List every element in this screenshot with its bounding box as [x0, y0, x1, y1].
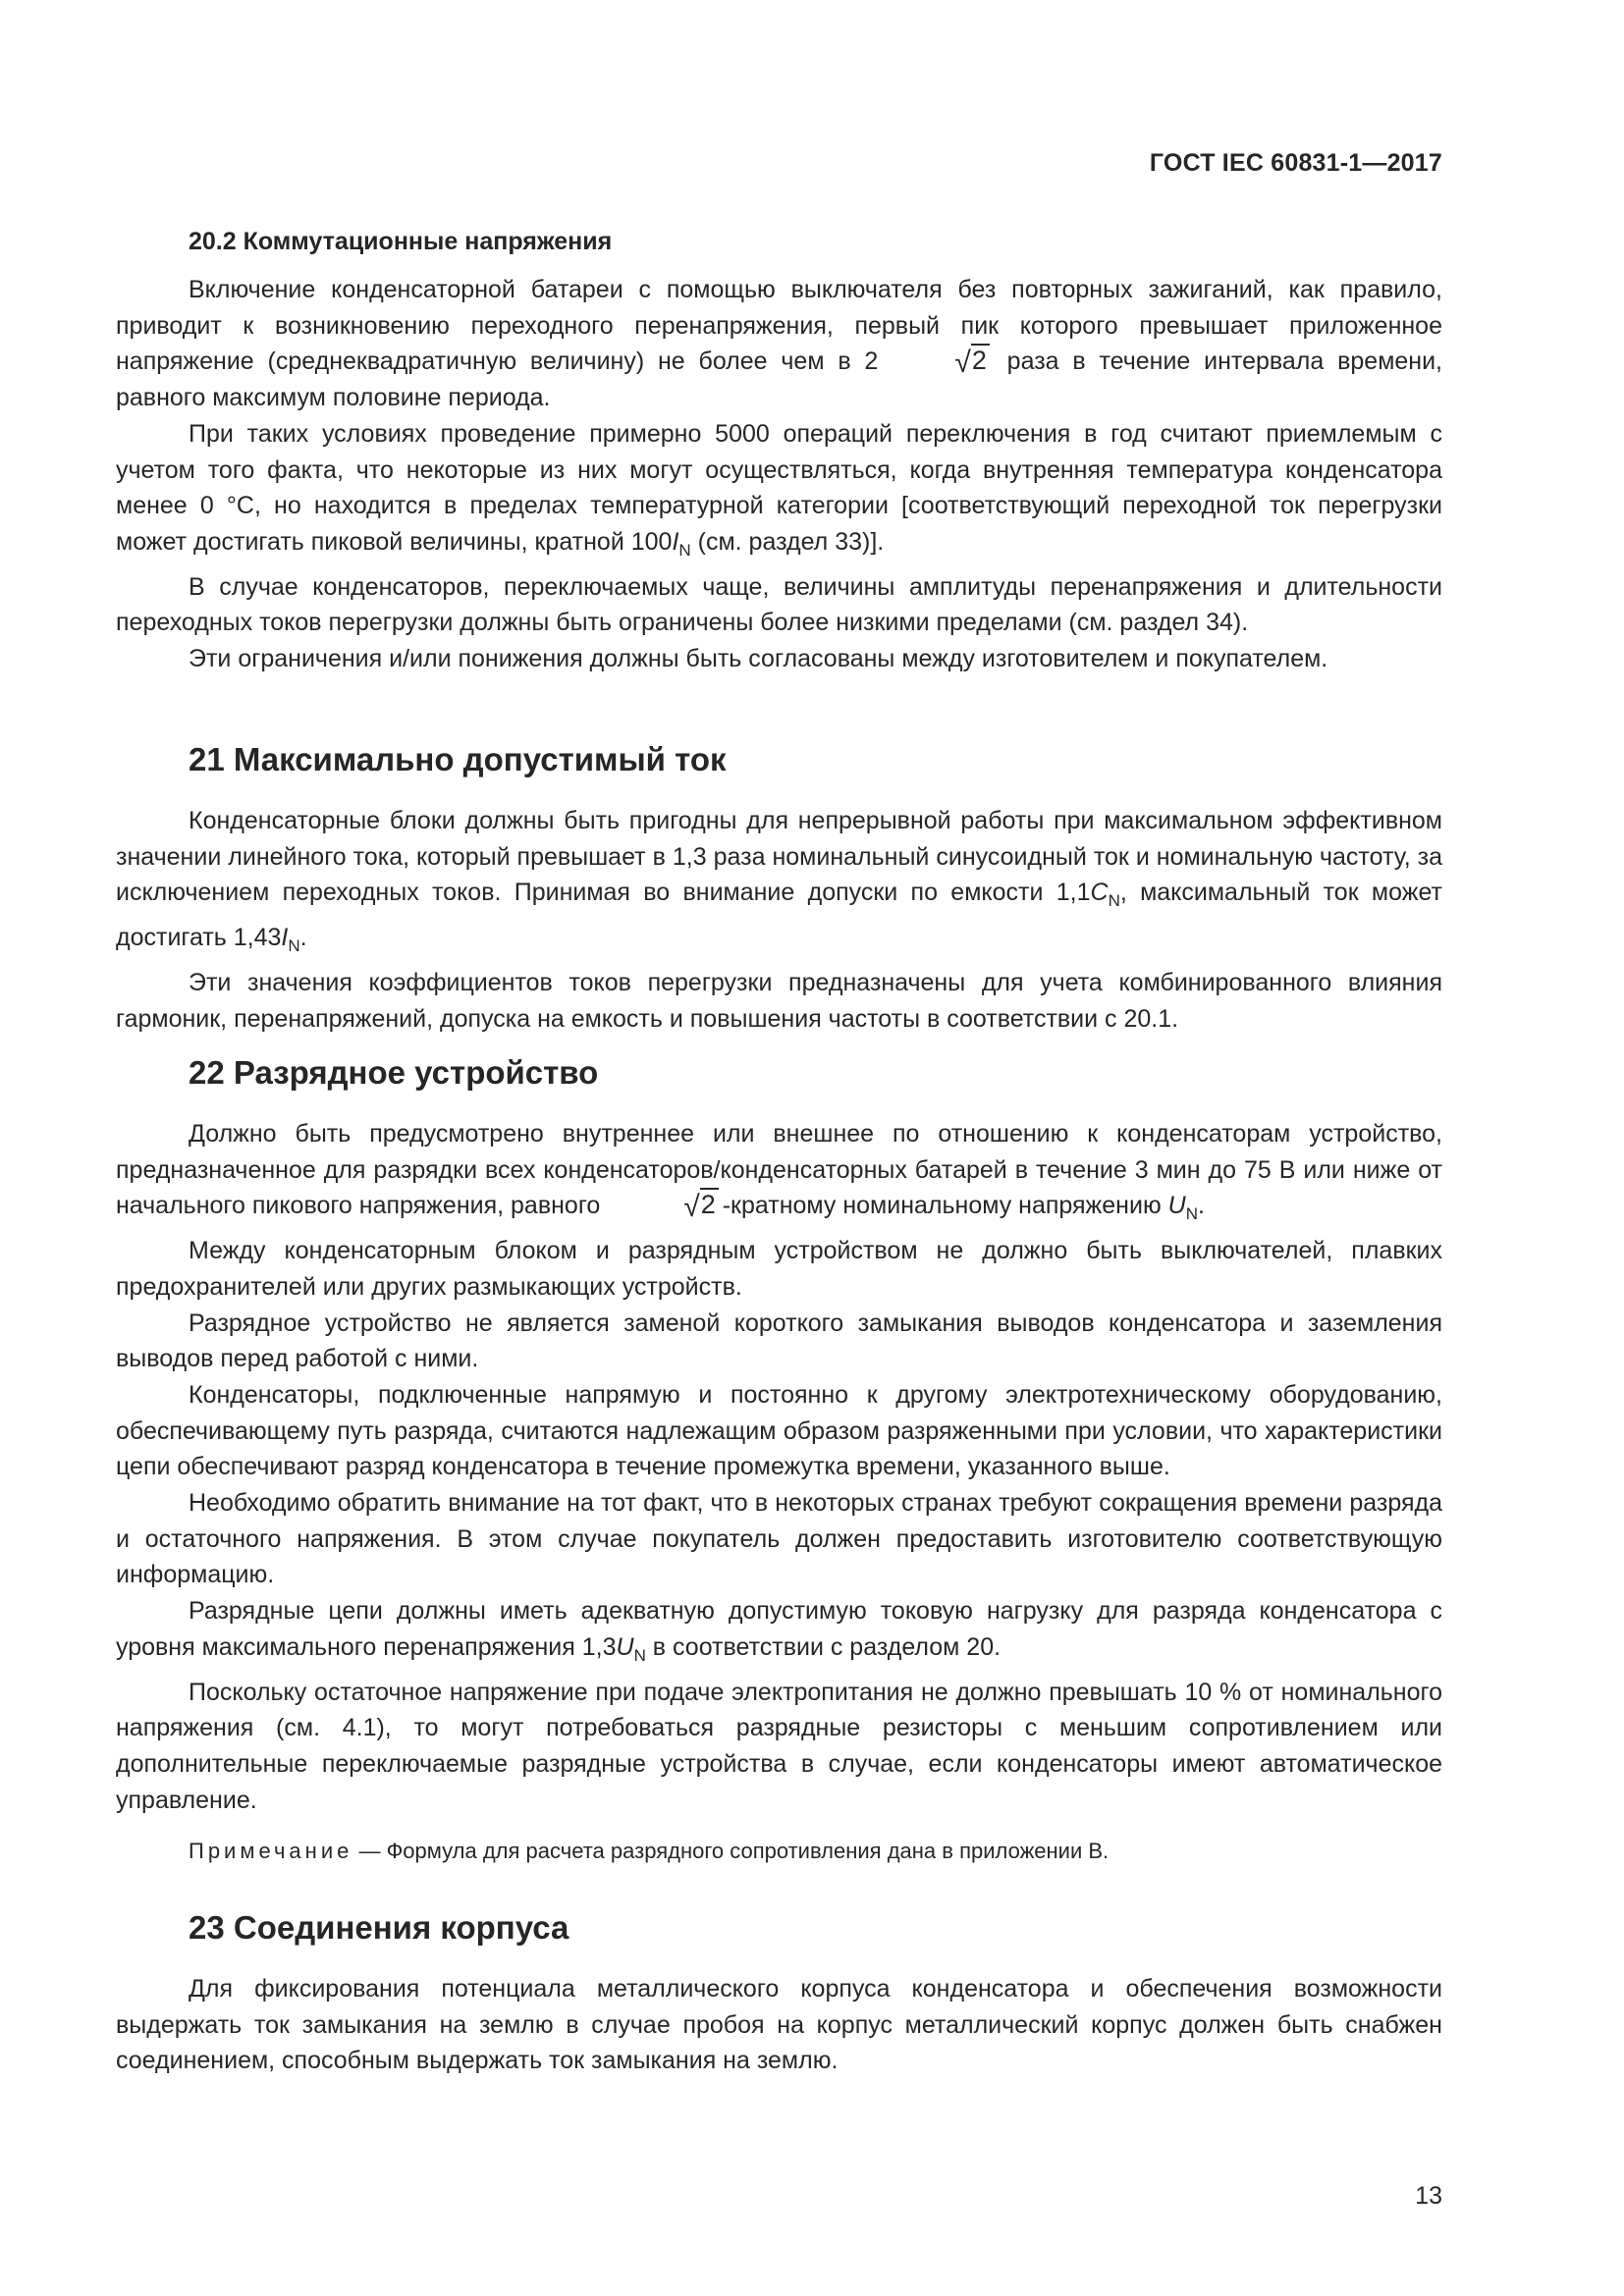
subscript: N [1185, 1204, 1198, 1224]
radicand: 2 [700, 1188, 719, 1219]
square-root-symbol: √2 [611, 1188, 719, 1224]
paragraph [116, 803, 1442, 965]
section-title: 21 Максимально допустимый ток [189, 741, 727, 777]
section-20-2 [116, 224, 1442, 677]
paragraph [116, 272, 1442, 416]
text-run: При таких условиях проведение примерно 5000 операций переключения в год считают приемлемым с учетом того факта, что некоторые из них могут осуществляться, когда внутренняя температура конденсатора менее 0 °C, но находится в пределах температурной категории [соответствующий переходной ток перегрузки может достигать пиковой величины, кратной 100 [116, 419, 1442, 556]
text-run: Должно быть предусмотрено внутреннее или внешнее по отношению к конденсаторам устройство, предназначенное для разрядки всех конденсаторов/конденсаторных батарей в течение 3 мин до 75 В или ниже от начального пикового напряжения, равного [116, 1120, 1442, 1220]
paragraph: Эти значения коэффициентов токов перегрузки предназначены для учета комбинированного влияния гармоник, перенапряжений, допуска на емкость и повышения частоты в соответствии с 20.1. [116, 968, 1442, 1033]
radicand: 2 [971, 344, 990, 375]
text-run: -кратному номинальному напряжению [722, 1192, 1168, 1220]
text-run: . [1197, 1192, 1205, 1220]
paragraph: Конденсаторы, подключенные напрямую и постоянно к другому электротехническому оборудованию, обеспечивающему путь разряда, считаются надлежащим образом разряженными при условии, что характеристики цепи обеспечивают разряд конденсатора в течение промежутка времени, указанного выше. [116, 1380, 1442, 1481]
section-title: 22 Разрядное устройство [189, 1054, 599, 1091]
text-run: . [299, 924, 307, 952]
paragraph: Эти ограничения и/или понижения должны быть согласованы между изготовителем и покупателем. [189, 645, 1328, 673]
text-run: в соответствии с разделом 20. [645, 1632, 1001, 1661]
subscript: N [288, 936, 300, 956]
paragraph: Разрядное устройство не является заменой короткого замыкания выводов конденсатора и заземления выводов перед работой с ними. [116, 1308, 1442, 1373]
square-root-symbol: √2 [882, 344, 990, 380]
paragraph [116, 1593, 1442, 1674]
section-title: 23 Соединения корпуса [189, 1909, 569, 1946]
current-symbol: I [672, 527, 679, 556]
paragraph: Необходимо обратить внимание на тот факт, что в некоторых странах требуют сокращения времени разряда и остаточного напряжения. В этом случае покупатель должен предоставить изготовителю соответствующую информацию. [116, 1489, 1442, 1589]
paragraph: Между конденсаторным блоком и разрядным устройством не должно быть выключателей, плавких предохранителей или других размыкающих устройств. [116, 1237, 1442, 1301]
text-run: раза в течение интервала времени, равного максимум половине периода. [116, 347, 1442, 412]
subscript: N [678, 540, 691, 560]
paragraph [116, 416, 1442, 569]
voltage-symbol: U [616, 1632, 634, 1661]
page-number: 13 [1415, 2182, 1442, 2210]
paragraph: Для фиксирования потенциала металлического корпуса конденсатора и обеспечения возможности выдержать ток замыкания на землю в случае пробоя на корпус металлический корпус должен быть снабжен соединением, способным выдержать ток замыкания на землю. [116, 1975, 1442, 2075]
section-22 [116, 1053, 1442, 1870]
text-run: Включение конденсаторной батареи с помощью выключателя без повторных зажиганий, как правило, приводит к возникновению переходного перенапряжения, первый пик которого превышает приложенное напряжение (среднеквадратичную величину) не более чем в 2 [116, 276, 1442, 376]
document-code: ГОСТ IEC 60831-1—2017 [1149, 149, 1442, 177]
note-text: — Формула для расчета разрядного сопротивления дана в приложении В. [352, 1839, 1110, 1864]
current-symbol: I [281, 924, 289, 952]
section-23 [116, 1908, 1442, 2079]
text-run: Разрядные цепи должны иметь адекватную допустимую токовую нагрузку для разряда конденсатора с уровня максимального перенапряжения 1,3 [116, 1597, 1442, 1661]
section-21 [116, 740, 1442, 1037]
text-run: , максимальный ток может достигать 1,43 [116, 879, 1442, 952]
section-title: 20.2 Коммутационные напряжения [189, 228, 613, 255]
text-run: Конденсаторные блоки должны быть пригодны для непрерывной работы при максимальном эффективном значении линейного тока, который превышает в 1,3 раза номинальный синусоидный ток и номинальную частоту, за исключением переходных токов. Принимая во внимание допуски по емкости 1,1 [116, 807, 1442, 907]
voltage-symbol: U [1167, 1192, 1186, 1220]
note-label: Примечание [189, 1839, 353, 1864]
subscript: N [633, 1645, 646, 1665]
paragraph: В случае конденсаторов, переключаемых чаще, величины амплитуды перенапряжения и длительности переходных токов перегрузки должны быть ограничены более низкими пределами (см. раздел 34). [116, 572, 1442, 637]
note [116, 1834, 1442, 1870]
subscript: N [1108, 891, 1120, 911]
paragraph [116, 1116, 1442, 1233]
capacitance-symbol: C [1090, 879, 1109, 907]
paragraph: Поскольку остаточное напряжение при подаче электропитания не должно превышать 10 % от номинального напряжения (см. 4.1), то могут потребоваться разрядные резисторы с меньшим сопротивлением или дополнительные переключаемые разрядные устройства в случае, если конденсаторы имеют автоматическое управление. [116, 1678, 1442, 1814]
text-run: (см. раздел 33)]. [690, 527, 885, 556]
